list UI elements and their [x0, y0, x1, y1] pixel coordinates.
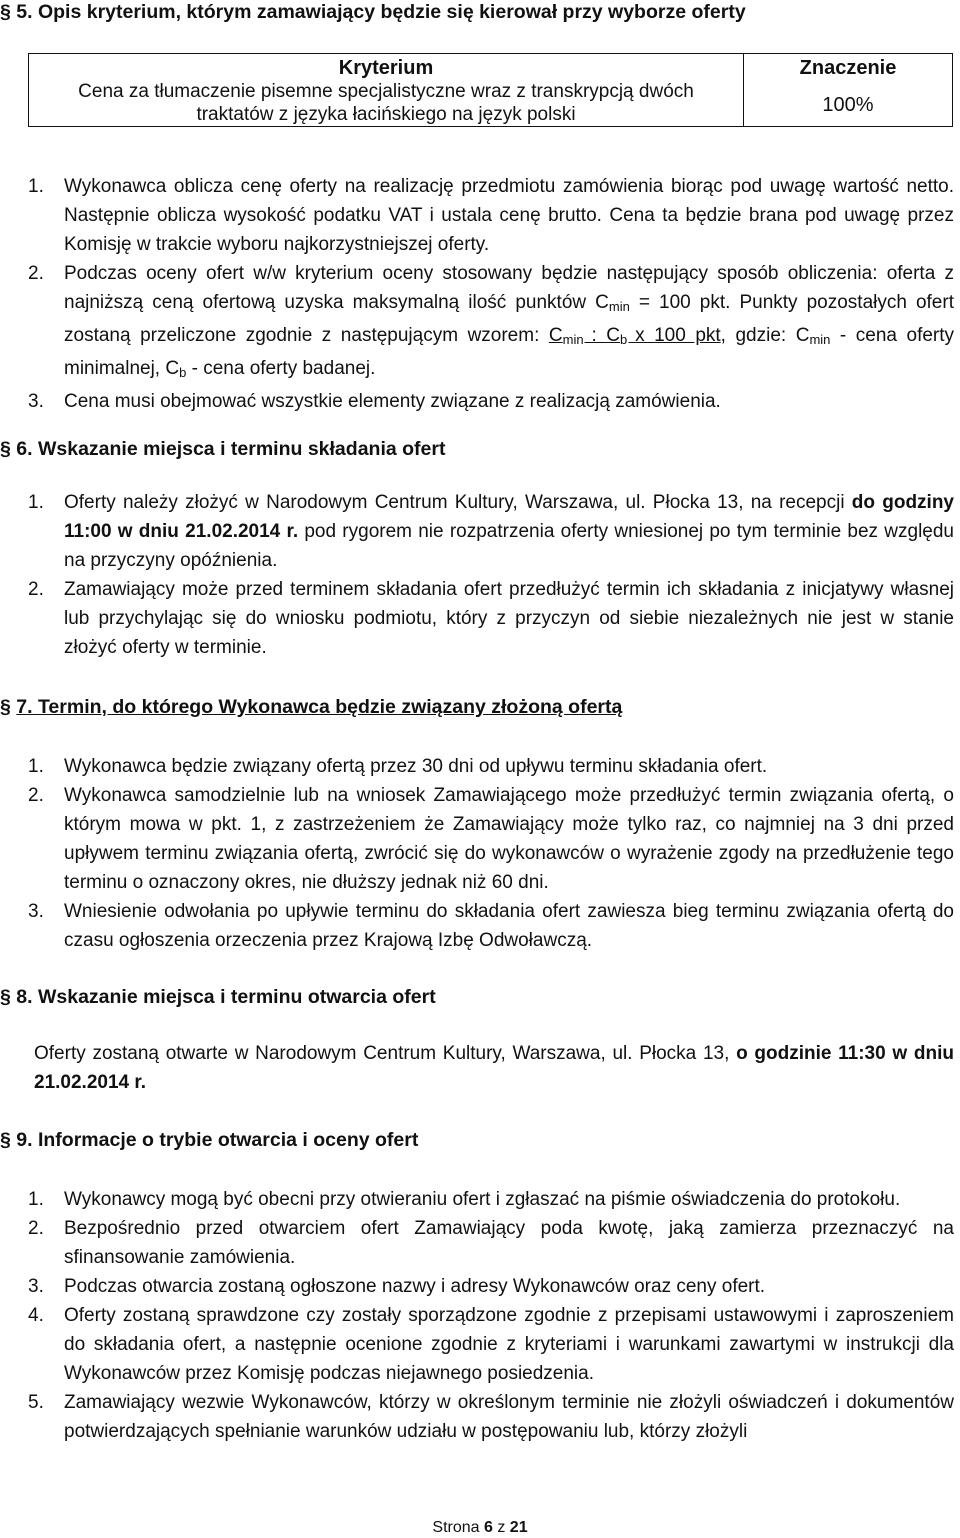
- deadline-text: do godziny 11:00 w dniu 21.02.2014 r.: [64, 492, 954, 542]
- criteria-text-line: Cena za tłumaczenie pisemne specjalistyczne wraz z transkrypcją dwóch: [78, 81, 694, 102]
- subscript: min: [608, 299, 630, 314]
- section-9-heading: [0, 1128, 418, 1152]
- list-item: [28, 488, 954, 575]
- section-8-heading: [0, 985, 436, 1009]
- item-number: 3.: [28, 1276, 44, 1297]
- section-number: 6.: [16, 438, 33, 460]
- criteria-text-line: traktatów z języka łacińskiego na język polski: [196, 104, 576, 125]
- list-item: [28, 752, 954, 781]
- section-title: Wskazanie miejsca i terminu otwarcia ofert: [37, 986, 436, 1008]
- subscript: min: [562, 332, 592, 347]
- weight-header: Znaczenie: [799, 57, 897, 79]
- item-number: 1.: [28, 1189, 44, 1210]
- item-text: Zamawiający wezwie Wykonawców, którzy w określonym terminie nie złożyli oświadczeń i dokumentów potwierdzających spełnianie warunków udziału w postępowaniu lub, którzy złożyli: [64, 1392, 954, 1442]
- section-5-heading: [0, 0, 746, 24]
- list-item: [28, 1272, 954, 1301]
- list-item: [28, 781, 954, 897]
- section-6-list: [28, 488, 954, 662]
- item-text: Oferty należy złożyć w Narodowym Centrum Kultury, Warszawa, ul. Płocka 13, na recepcji: [64, 492, 852, 513]
- list-item: [28, 1185, 954, 1214]
- item-number: 2.: [28, 785, 44, 806]
- item-number: 5.: [28, 1392, 44, 1413]
- item-text: pod rygorem nie rozpatrzenia oferty wniesionej po tym terminie bez względu na przyczyny opóźnienia.: [64, 521, 954, 571]
- criteria-cell: [29, 54, 744, 127]
- list-item: [28, 897, 954, 955]
- section-heading-text: [16, 696, 622, 718]
- item-number: 1.: [28, 492, 44, 513]
- item-text: Wykonawca samodzielnie lub na wniosek Zamawiającego może przedłużyć termin związania ofertą, o którym mowa w pkt. 1, z zastrzeżeniem że Zamawiający może tylko raz, co najmniej na 3 dni przed upływem terminu związania ofertą, zwrócić się do wykonawców o wyrażenie zgody na przedłużenie tego terminu o oznaczony okres, nie dłuższy jednak niż 60 dni.: [64, 785, 954, 893]
- criteria-table: [28, 53, 953, 127]
- subscript: min: [809, 332, 831, 347]
- list-item: [28, 172, 954, 259]
- item-number: 4.: [28, 1305, 44, 1326]
- section-7-heading: [0, 695, 622, 719]
- opening-text: Oferty zostaną otwarte w Narodowym Centrum Kultury, Warszawa, ul. Płocka 13,: [34, 1043, 737, 1064]
- section-9-list: [28, 1185, 954, 1446]
- item-text: Wykonawcy mogą być obecni przy otwieraniu ofert i zgłaszać na piśmie oświadczenia do protokołu.: [64, 1189, 901, 1210]
- item-number: 3.: [28, 391, 44, 412]
- total-pages: 21: [509, 1519, 528, 1536]
- section-5-list: [28, 172, 954, 416]
- section-7-list: [28, 752, 954, 955]
- section-number: 8.: [16, 986, 33, 1008]
- paragraph-sign: §: [0, 438, 11, 460]
- opening-time: o godzinie 11:30 w dniu 21.02.2014 r.: [34, 1043, 954, 1093]
- section-6-heading: [0, 437, 445, 461]
- paragraph-sign: §: [0, 1129, 11, 1151]
- subscript: b: [619, 332, 636, 347]
- formula-part: : C: [591, 325, 620, 346]
- list-item: [28, 259, 954, 387]
- item-text: Wykonawca oblicza cenę oferty na realizację przedmiotu zamówienia biorąc pod uwagę wartość netto. Następnie oblicza wysokość podatku VAT i ustala cenę brutto. Cena ta będzie brana pod uwagę przez Komisję w trakcie wyboru najkorzystniejszej oferty.: [64, 176, 954, 255]
- opening-info: [34, 1039, 954, 1097]
- item-text: , gdzie: C: [720, 325, 810, 346]
- list-item: [28, 387, 954, 416]
- paragraph-sign: §: [0, 696, 11, 718]
- list-item: [28, 1214, 954, 1272]
- section-number: 7.: [16, 696, 33, 718]
- list-item: [28, 1301, 954, 1388]
- subscript: b: [179, 365, 187, 380]
- item-text: Podczas otwarcia zostaną ogłoszone nazwy i adresy Wykonawców oraz ceny ofert.: [64, 1276, 766, 1297]
- item-text: Zamawiający może przed terminem składania ofert przedłużyć termin ich składania z inicjatywy własnej lub przychylając się do wniosku podmiotu, który z przyczyn od siebie niezależnych nie jest w stanie złożyć oferty w terminie.: [64, 579, 954, 658]
- section-title: Termin, do którego Wykonawca będzie związany złożoną ofertą: [37, 696, 623, 718]
- item-number: 2.: [28, 1218, 44, 1239]
- current-page-number: 6: [483, 1519, 493, 1536]
- footer-label: Strona: [432, 1519, 480, 1536]
- page-footer: [0, 1518, 960, 1538]
- item-text: Bezpośrednio przed otwarciem ofert Zamawiający poda kwotę, jaką zamierza przeznaczyć na sfinansowanie zamówienia.: [64, 1218, 954, 1268]
- criteria-header: Kryterium: [338, 57, 434, 79]
- section-title: Informacje o trybie otwarcia i oceny ofert: [37, 1129, 419, 1151]
- list-item: [28, 575, 954, 662]
- item-text: Podczas oceny ofert w/w kryterium oceny stosowany będzie następujący sposób obliczenia: oferta z najniższą ceną ofertową uzyska maksymalną ilość punktów C: [64, 263, 954, 313]
- section-number: 5.: [16, 1, 33, 23]
- footer-separator: z: [497, 1519, 506, 1536]
- item-number: 2.: [28, 263, 44, 284]
- item-number: 3.: [28, 901, 44, 922]
- item-number: 2.: [28, 579, 44, 600]
- paragraph-sign: §: [0, 1, 11, 23]
- weight-cell: [744, 54, 953, 127]
- section-title: Opis kryterium, którym zamawiający będzie się kierował przy wyborze oferty: [37, 1, 746, 23]
- item-text: Oferty zostaną sprawdzone czy zostały sporządzone zgodnie z przepisami ustawowymi i zaproszeniem do składania ofert, a następnie ocenione zgodnie z kryteriami i warunkami zawartymi w instrukcji dla Wykonawców przez Komisję podczas niejawnego posiedzenia.: [64, 1305, 954, 1384]
- section-title: Wskazanie miejsca i terminu składania ofert: [37, 438, 446, 460]
- item-text: Wniesienie odwołania po upływie terminu do składania ofert zawiesza bieg terminu związania ofertą do czasu ogłoszenia orzeczenia przez Krajową Izbę Odwoławczą.: [64, 901, 954, 951]
- item-number: 1.: [28, 756, 44, 777]
- item-text: Cena musi obejmować wszystkie elementy związane z realizacją zamówienia.: [64, 391, 721, 412]
- section-number: 9.: [16, 1129, 33, 1151]
- formula: [549, 325, 721, 346]
- item-number: 1.: [28, 176, 44, 197]
- item-text: - cena oferty minimalnej, C: [64, 325, 955, 379]
- formula-part: C: [548, 325, 563, 346]
- item-text: = 100 pkt. Punkty pozostałych ofert zostaną przeliczone zgodnie z następującym wzorem:: [64, 292, 954, 346]
- list-item: [28, 1388, 954, 1446]
- paragraph-sign: §: [0, 986, 11, 1008]
- formula-part: x 100 pkt: [635, 325, 721, 346]
- item-text: - cena oferty badanej.: [186, 358, 376, 379]
- weight-value: 100%: [822, 94, 874, 116]
- item-text: Wykonawca będzie związany ofertą przez 30 dni od upływu terminu składania ofert.: [64, 756, 768, 777]
